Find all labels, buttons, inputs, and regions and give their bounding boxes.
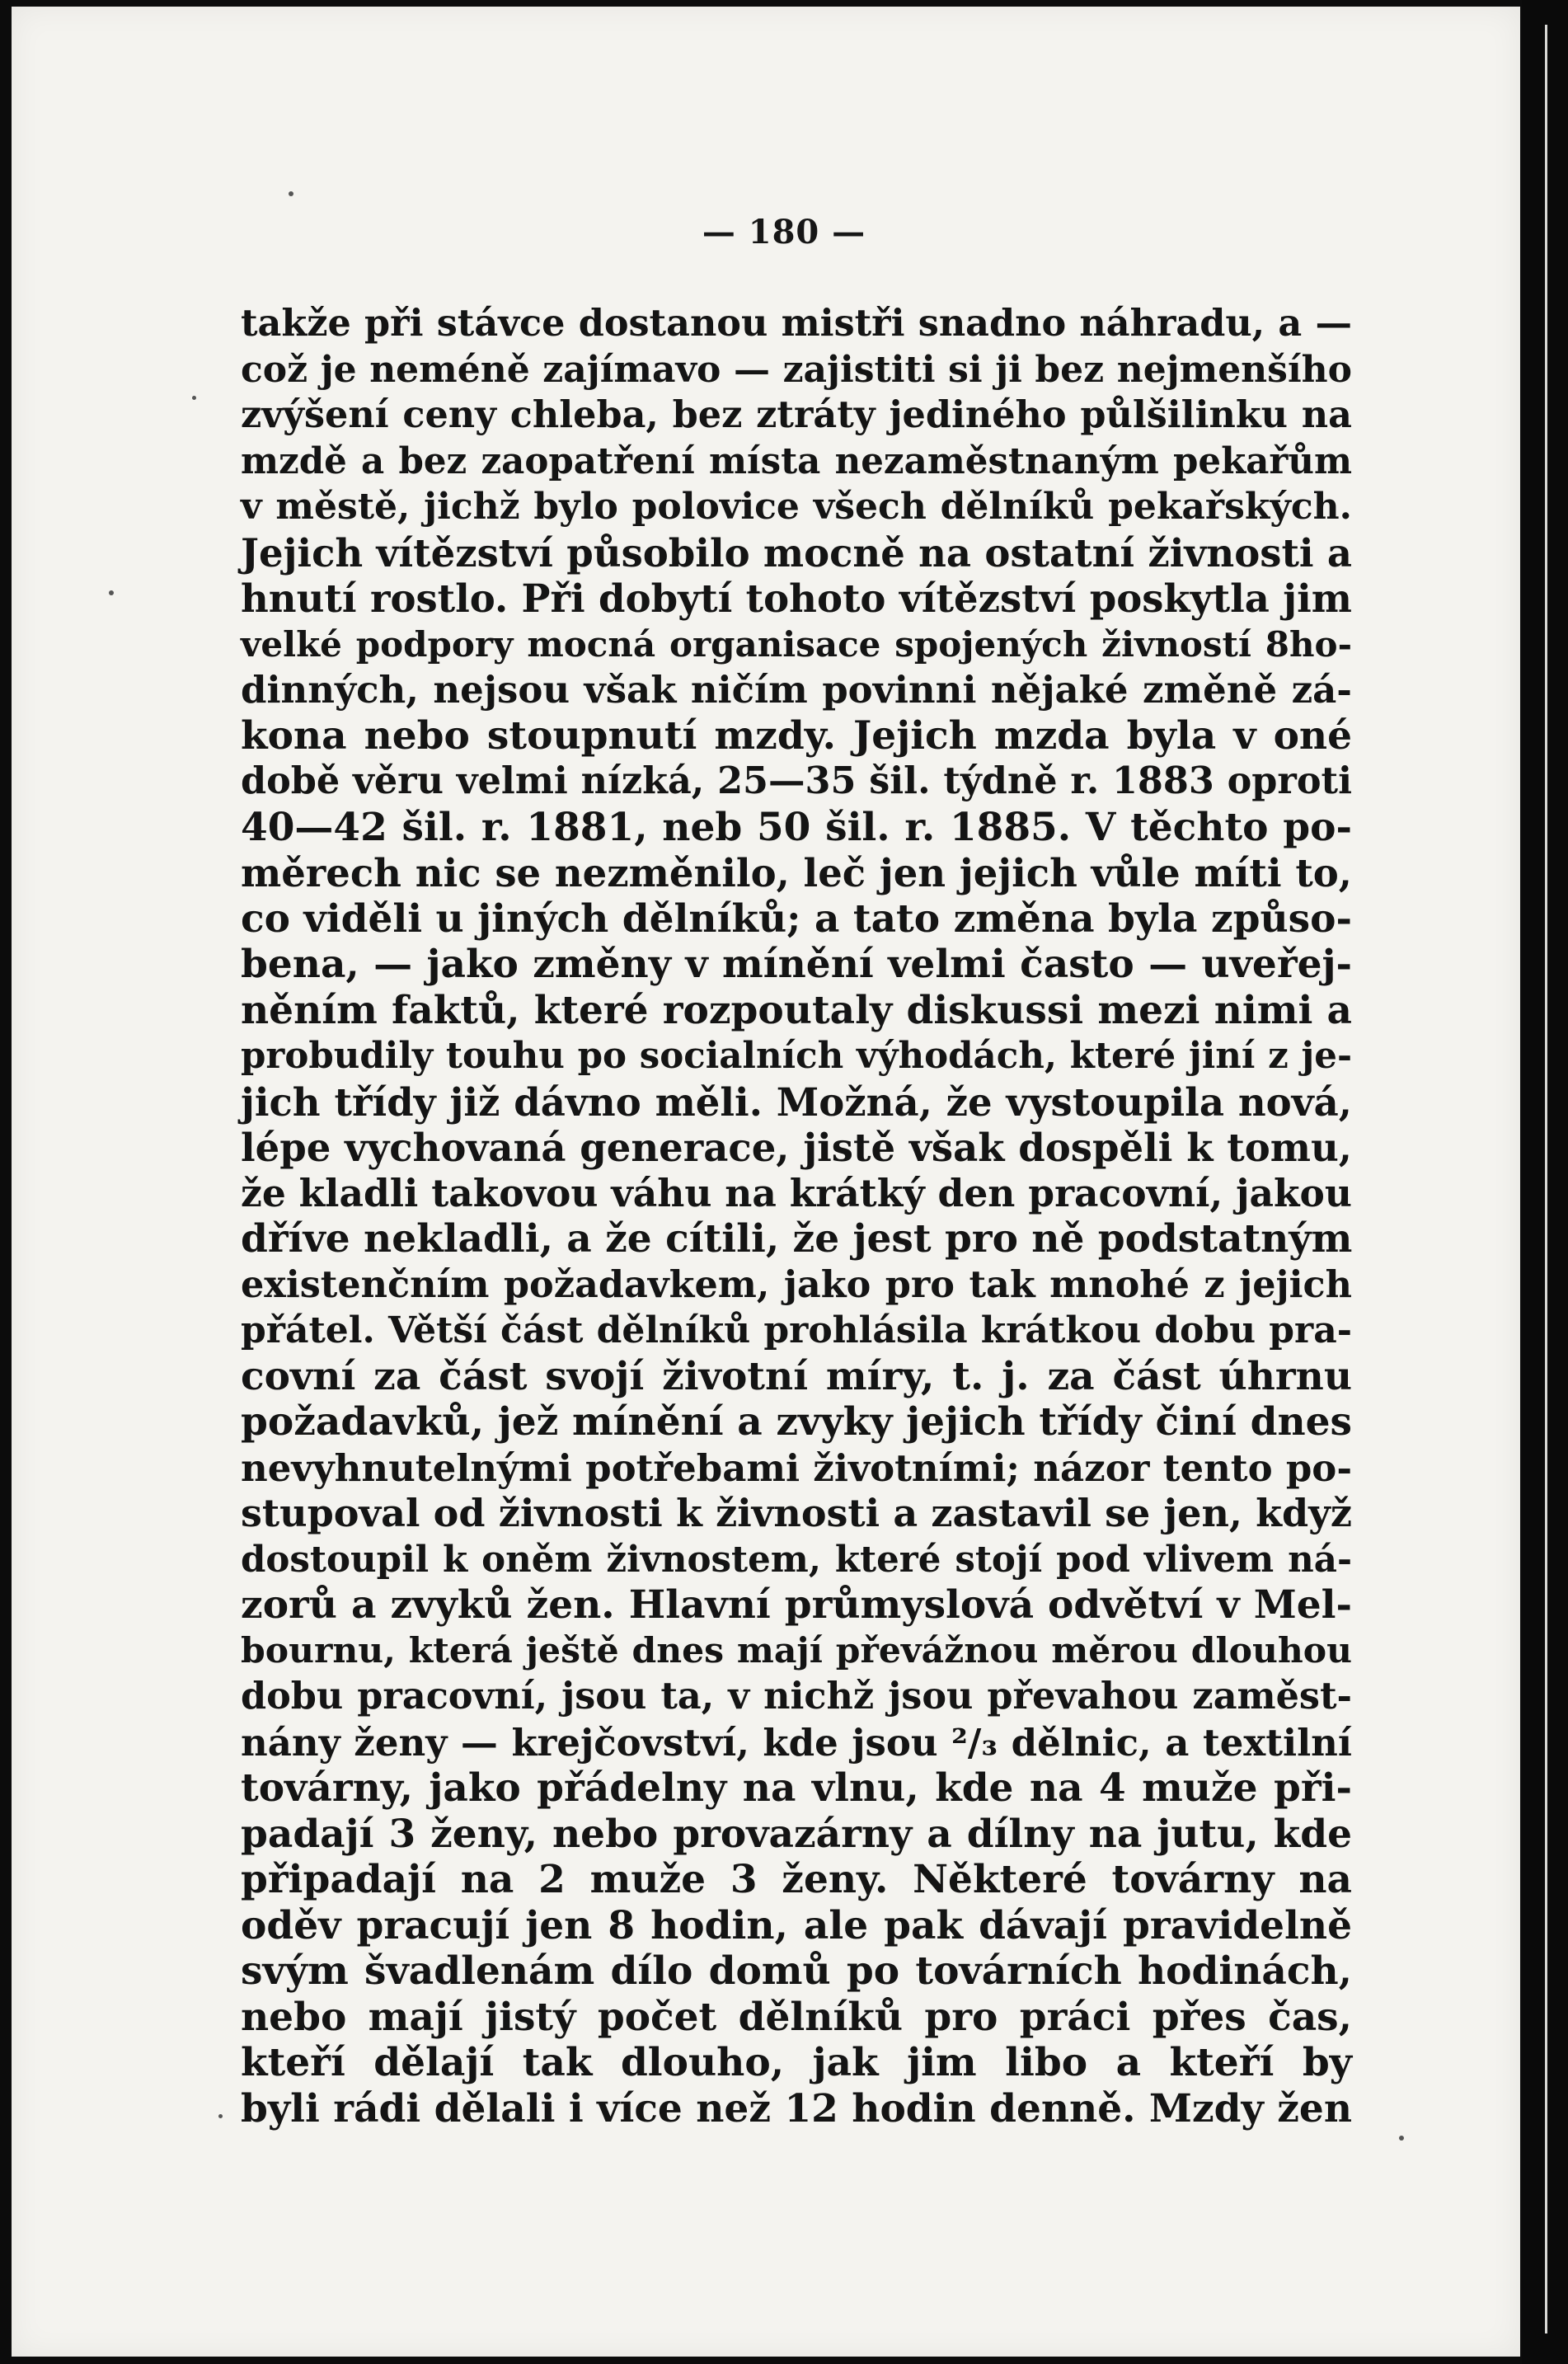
text-line: zorů a zvyků žen. Hlavní průmyslová odvětví v Mel- <box>241 1582 1352 1628</box>
text-line: padají 3 ženy, nebo provazárny a dílny na jutu, kde <box>241 1811 1352 1857</box>
text-line: zvýšení ceny chleba, bez ztráty jediného půlšilinku na <box>241 393 1352 436</box>
text-line: dinných, nejsou však ničím povinni nějaké změně zá- <box>241 668 1352 712</box>
text-line: přátel. Větší část dělníků prohlásila krátkou dobu pra- <box>241 1309 1352 1351</box>
scan-speck <box>218 2114 223 2118</box>
text-line: 40—42 šil. r. 1881, neb 50 šil. r. 1885. V těchto po- <box>241 804 1352 850</box>
text-line: kona nebo stoupnutí mzdy. Jejich mzda byla v oné <box>241 712 1352 759</box>
text-line: covní za část svojí životní míry, t. j. za část úhrnu <box>241 1353 1352 1399</box>
text-line: nebo mají jistý počet dělníků pro práci přes čas, <box>241 1994 1352 2040</box>
scan-speck <box>192 396 196 400</box>
text-line: v městě, jichž bylo polovice všech dělníků pekařských. <box>241 486 1352 528</box>
text-line: probudily touhu po socialních výhodách, které jiní z je- <box>241 1035 1352 1077</box>
text-line: dobu pracovní, jsou ta, v nichž jsou převahou zaměst- <box>241 1675 1352 1718</box>
text-line: takže při stávce dostanou mistři snadno náhradu, a — <box>241 302 1352 345</box>
text-line: dříve nekladli, a že cítili, že jest pro ně podstatným <box>241 1216 1353 1262</box>
text-line: co viděli u jiných dělníků; a tato změna byla způso- <box>241 895 1352 942</box>
text-line: měrech nic se nezměnilo, leč jen jejich vůle míti to, <box>241 850 1352 895</box>
text-line: Jejich vítězství působilo mocně na ostatní živnosti a <box>241 529 1352 576</box>
scan-speck <box>109 590 114 595</box>
text-line: bournu, která ještě dnes mají převážnou měrou dlouhou <box>241 1629 1352 1671</box>
text-line: existenčním požadavkem, jako pro tak mnohé z jejich <box>241 1262 1352 1306</box>
text-line: mzdě a bez zaopatření místa nezaměstnaným pekařům <box>241 439 1352 482</box>
text-line: továrny, jako přádelny na vlnu, kde na 4 muže při- <box>241 1765 1352 1811</box>
page-number: — 180 — <box>702 213 866 251</box>
text-line: kteří dělají tak dlouho, jak jim libo a kteří by <box>241 2040 1352 2085</box>
text-line: připadají na 2 muže 3 ženy. Některé továrny na <box>241 1857 1352 1902</box>
text-line: jich třídy již dávno měli. Možná, že vystoupila nová, <box>241 1079 1352 1125</box>
text-line: stupoval od živnosti k živnosti a zastavil se jen, když <box>241 1491 1352 1535</box>
next-page-edge <box>1545 25 1547 2333</box>
text-line: svým švadlenám dílo domů po továrních hodinách, <box>241 1948 1352 1994</box>
text-line: bena, — jako změny v mínění velmi často — uveřej- <box>241 942 1352 987</box>
text-line: požadavků, jež mínění a zvyky jejich třídy činí dnes <box>241 1399 1352 1445</box>
text-line: době věru velmi nízká, 25—35 šil. týdně r. 1883 oproti <box>241 759 1352 802</box>
text-line: lépe vychovaná generace, jistě však dospěli k tomu, <box>241 1125 1352 1170</box>
text-line: velké podpory mocná organisace spojených živností 8ho- <box>241 623 1352 665</box>
text-line: hnutí rostlo. Při dobytí tohoto vítězství poskytla jim <box>241 576 1352 621</box>
text-line: že kladli takovou váhu na krátký den pracovní, jakou <box>241 1170 1352 1215</box>
text-line: nevyhnutelnými potřebami životními; názor tento po- <box>241 1445 1352 1490</box>
scan-speck <box>289 191 293 196</box>
scan-speck <box>1399 2136 1404 2141</box>
text-line: dostoupil k oněm živnostem, které stojí pod vlivem ná- <box>241 1538 1352 1581</box>
text-line: byli rádi dělali i více než 12 hodin denně. Mzdy žen <box>241 2085 1352 2131</box>
text-line: oděv pracují jen 8 hodin, ale pak dávají pravidelně <box>241 1902 1352 1948</box>
text-line: něním faktů, které rozpoutaly diskussi mezi nimi a <box>241 987 1352 1033</box>
text-line: nány ženy — krejčovství, kde jsou ²/₃ dělnic, a textilní <box>241 1720 1352 1765</box>
body-text <box>241 301 1352 2131</box>
text-line: což je neméně zajímavo — zajistiti si ji bez nejmenšího <box>241 348 1352 391</box>
